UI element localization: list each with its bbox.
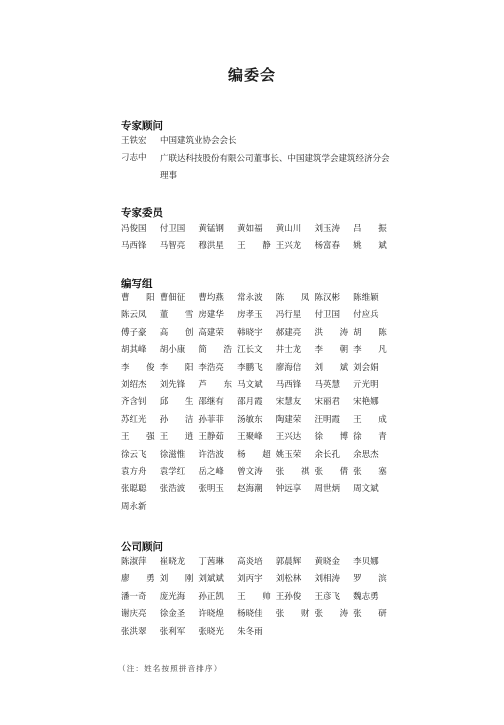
name-entry: 洪 涛 — [314, 327, 349, 338]
name-entry: 王兴达 — [275, 432, 302, 443]
name-entry: 曹 阳 — [121, 293, 155, 303]
name-entry: 胡 陈 — [353, 327, 387, 338]
name-entry: 郭晨辉 — [275, 557, 302, 567]
name-entry: 刘 斌 — [314, 362, 349, 373]
name-entry: 陶建荣 — [275, 414, 302, 425]
name-entry: 李鹏飞 — [237, 362, 263, 373]
name-entry: 张浩波 — [159, 484, 186, 495]
name-entry: 张洪翠 — [121, 626, 147, 637]
name-entry: 张明玉 — [198, 484, 224, 495]
name-entry: 亓光明 — [353, 379, 379, 390]
name-entry: 付卫国 — [314, 310, 340, 321]
name-entry: 邱 生 — [159, 397, 194, 408]
name-entry: 杨 超 — [237, 449, 271, 460]
name-entry: 王 帅 — [237, 591, 271, 602]
name-entry: 简 浩 — [198, 345, 233, 356]
name-entry: 张 塞 — [353, 466, 387, 477]
name-entry: 王 静 — [237, 241, 271, 252]
name-entry: 廖海信 — [275, 362, 302, 373]
name-entry: 岳之峰 — [198, 466, 224, 477]
name-entry: 王孙俊 — [275, 591, 302, 602]
name-entry: 黄晓金 — [314, 557, 340, 567]
name-entry: 庞光海 — [159, 591, 186, 602]
writing-group-list — [121, 291, 391, 517]
expert-committee-heading: 专家委员 — [121, 207, 163, 219]
name-entry: 常永波 — [237, 293, 263, 303]
name-entry: 张聪聪 — [121, 484, 147, 495]
name-entry: 马英慧 — [314, 379, 340, 390]
expert-committee-list — [121, 222, 391, 257]
name-entry: 汪明霞 — [314, 414, 340, 425]
name-entry: 苏红光 — [121, 414, 147, 425]
name-entry: 周世炳 — [314, 484, 340, 495]
name-entry: 井士龙 — [275, 345, 302, 356]
name-entry: 杨晓佳 — [237, 609, 263, 620]
name-entry: 孙菲菲 — [198, 414, 224, 425]
name-entry: 赵海潮 — [237, 484, 263, 495]
name-entry: 李 凡 — [353, 345, 387, 356]
name-entry: 董 雪 — [159, 310, 194, 321]
name-entry: 江长文 — [237, 345, 263, 356]
name-entry: 曹佃征 — [159, 293, 186, 303]
name-entry: 徐 博 — [314, 432, 349, 443]
name-entry: 邵月霞 — [237, 397, 263, 408]
company-advisors-list — [121, 555, 391, 642]
writing-group-heading: 编写组 — [121, 278, 153, 290]
name-entry: 黄山川 — [275, 224, 302, 234]
name-entry: 姚 斌 — [353, 241, 387, 252]
name-entry: 袁方舟 — [121, 466, 147, 477]
name-entry: 宋丽君 — [314, 397, 340, 408]
company-advisors-heading: 公司顾问 — [121, 541, 163, 553]
name-entry: 徐云飞 — [121, 449, 147, 460]
advisor-description: 中国建筑业协会会长 — [160, 136, 237, 146]
name-entry: 杨富春 — [314, 241, 340, 252]
name-entry: 马智亮 — [159, 241, 186, 252]
name-entry: 袁学红 — [159, 466, 186, 477]
name-entry: 刘松林 — [275, 574, 302, 585]
name-entry: 张 倩 — [314, 466, 349, 477]
name-entry: 魏志勇 — [353, 591, 379, 602]
name-entry: 徐滋惟 — [159, 449, 186, 460]
name-entry: 汤敏东 — [237, 414, 263, 425]
name-entry: 许浩波 — [198, 449, 224, 460]
name-entry: 马西锋 — [275, 379, 302, 390]
advisor-name: 刁志中 — [121, 153, 147, 163]
name-entry: 邵继有 — [198, 397, 224, 408]
name-entry: 刘相涛 — [314, 574, 340, 585]
name-entry: 孙 洁 — [159, 414, 194, 425]
name-entry: 张利军 — [159, 626, 186, 637]
name-entry: 张 祺 — [275, 466, 310, 477]
name-entry: 王 成 — [353, 414, 387, 425]
name-entry: 王彦飞 — [314, 591, 340, 602]
name-entry: 吕 振 — [353, 224, 387, 234]
name-entry: 陈云凤 — [121, 310, 147, 321]
name-entry: 王聚峰 — [237, 432, 263, 443]
name-entry: 李浩亮 — [198, 362, 224, 373]
name-entry: 刘绍杰 — [121, 379, 147, 390]
name-entry: 房建华 — [198, 310, 224, 321]
name-entry: 徐金圣 — [159, 609, 186, 620]
expert-advisors-heading: 专家顾问 — [121, 120, 163, 132]
name-entry: 宋艳娜 — [353, 397, 379, 408]
name-entry: 高 创 — [159, 327, 194, 338]
name-entry: 张 涛 — [314, 609, 349, 620]
name-entry: 朱冬雨 — [237, 626, 263, 637]
name-entry: 王兴龙 — [275, 241, 302, 252]
name-entry: 曹均燕 — [198, 293, 224, 303]
name-entry: 韩晓宇 — [237, 327, 263, 338]
name-entry: 胡小康 — [159, 345, 186, 356]
name-entry: 王 强 — [121, 432, 155, 443]
name-entry: 郝建亮 — [275, 327, 302, 338]
name-entry: 冯行星 — [275, 310, 302, 321]
name-entry: 芦 东 — [198, 379, 233, 390]
name-entry: 王静茹 — [198, 432, 224, 443]
name-entry: 崔晓龙 — [159, 557, 186, 567]
name-entry: 许晓煌 — [198, 609, 224, 620]
name-entry: 黄如福 — [237, 224, 263, 234]
name-entry: 罗 滨 — [353, 574, 387, 585]
name-entry: 陈 凤 — [275, 293, 310, 303]
name-entry: 张 财 — [275, 609, 310, 620]
name-entry: 穆洪星 — [198, 241, 224, 252]
name-entry: 余思杰 — [353, 449, 379, 460]
name-entry: 丁茜琳 — [198, 557, 224, 567]
name-entry: 马西锋 — [121, 241, 147, 252]
name-entry: 徐 青 — [353, 432, 387, 443]
name-entry: 廖 勇 — [121, 574, 155, 585]
name-entry: 黄锰钢 — [198, 224, 224, 234]
name-entry: 刘玉涛 — [314, 224, 340, 234]
name-entry: 周文斌 — [353, 484, 379, 495]
name-entry: 胡其峰 — [121, 345, 147, 356]
advisor-name: 王铁宏 — [121, 136, 147, 146]
name-entry: 高建荣 — [198, 327, 224, 338]
name-entry: 傅子豪 — [121, 327, 147, 338]
name-entry: 冯俊国 — [121, 224, 147, 234]
name-entry: 张 研 — [353, 609, 387, 620]
name-entry: 马文斌 — [237, 379, 263, 390]
name-entry: 李 俊 — [121, 362, 155, 373]
name-entry: 张晓光 — [198, 626, 224, 637]
name-entry: 潘一奇 — [121, 591, 147, 602]
page-title: 编委会 — [227, 66, 276, 84]
name-entry: 钟远享 — [275, 484, 302, 495]
advisor-description: 广联达科技股份有限公司董事长、中国建筑学会建筑经济分会理事 — [160, 154, 390, 181]
name-entry: 孙正凯 — [198, 591, 224, 602]
name-entry: 周永新 — [121, 501, 147, 512]
name-entry: 陈汉彬 — [314, 293, 340, 303]
name-entry: 王 逍 — [159, 432, 194, 443]
name-entry: 刘 刚 — [159, 574, 194, 585]
name-entry: 付卫国 — [159, 224, 186, 234]
name-entry: 陈维颖 — [353, 293, 379, 303]
name-entry: 高炎培 — [237, 557, 263, 567]
name-entry: 谢庆亮 — [121, 609, 147, 620]
name-entry: 余长孔 — [314, 449, 340, 460]
name-entry: 李贝娜 — [353, 557, 379, 567]
name-entry: 房孝玉 — [237, 310, 263, 321]
name-entry: 李 朝 — [314, 345, 349, 356]
name-entry: 李 阳 — [159, 362, 194, 373]
name-entry: 刘斌斌 — [198, 574, 224, 585]
name-entry: 陈淑萍 — [121, 557, 147, 567]
name-entry: 刘会娟 — [353, 362, 379, 373]
name-entry: 付应兵 — [353, 310, 379, 321]
name-entry: 齐含钊 — [121, 397, 147, 408]
sorting-note: （注：姓名按照拼音排序） — [118, 664, 223, 673]
name-entry: 姚玉荣 — [275, 449, 302, 460]
name-entry: 曾文涛 — [237, 466, 263, 477]
name-entry: 宋慧友 — [275, 397, 302, 408]
name-entry: 刘丙宇 — [237, 574, 263, 585]
name-entry: 刘先锋 — [159, 379, 186, 390]
